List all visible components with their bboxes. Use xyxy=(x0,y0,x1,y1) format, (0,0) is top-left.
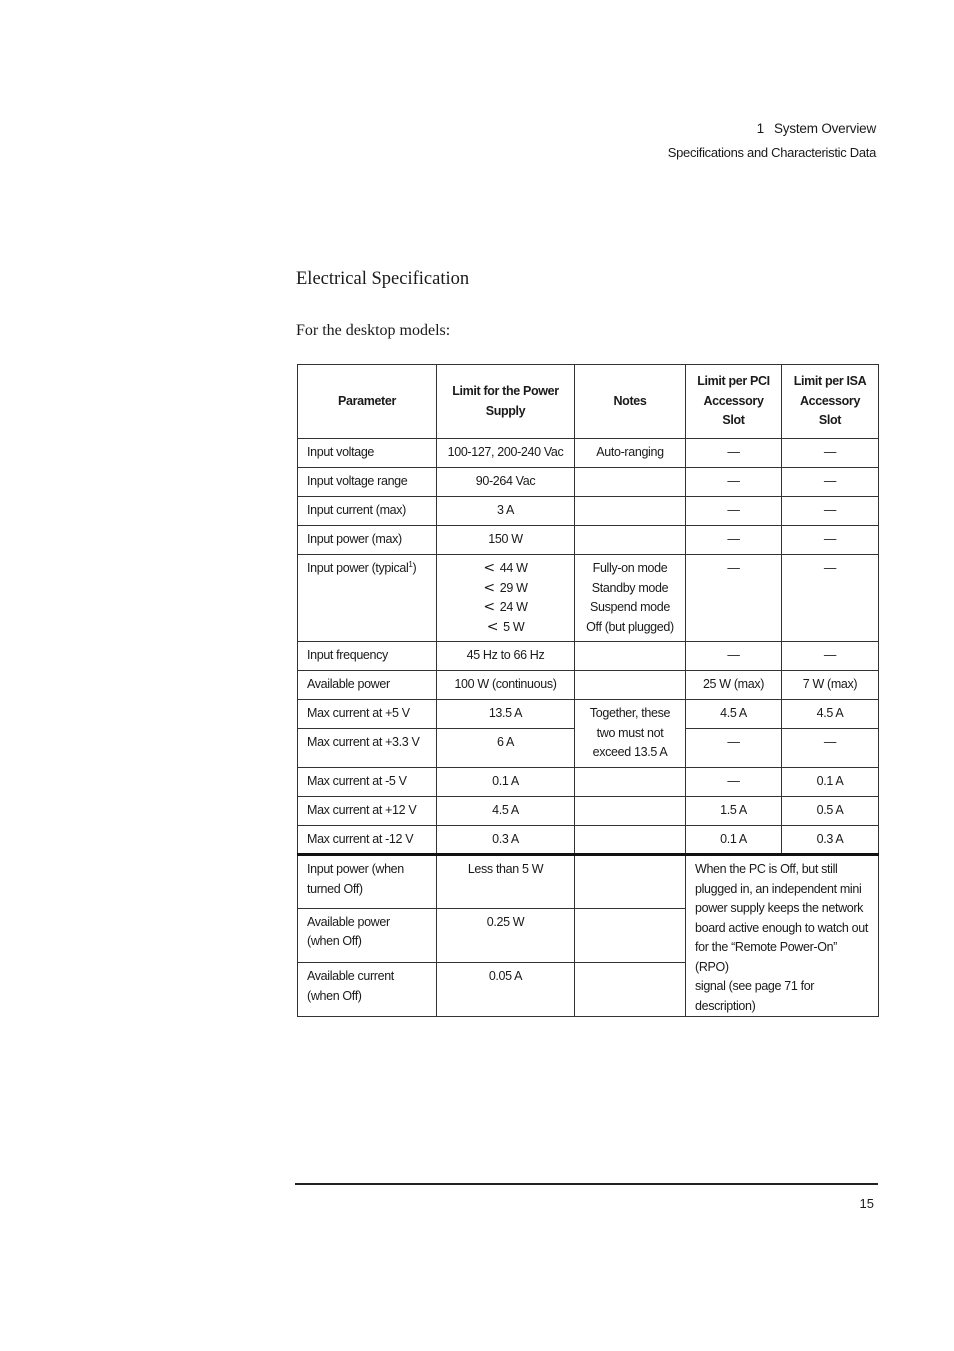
cell-pci: — xyxy=(686,468,782,497)
table-row xyxy=(298,797,879,826)
param-text: Input power (typical xyxy=(307,561,409,575)
cell-parameter: Max current at -5 V xyxy=(298,768,437,797)
cell-isa: — xyxy=(782,555,879,642)
cell-isa: 0.5 A xyxy=(782,797,879,826)
table-row xyxy=(298,768,879,797)
cell-pci: 25 W (max) xyxy=(686,671,782,700)
intro-text: For the desktop models: xyxy=(296,322,451,339)
header-power-supply-limit: Limit for the Power Supply xyxy=(437,365,575,439)
cell-isa: — xyxy=(782,526,879,555)
cell-pci: — xyxy=(686,642,782,671)
cell-isa: 7 W (max) xyxy=(782,671,879,700)
limit-line xyxy=(446,559,565,579)
cell-limit: 0.3 A xyxy=(437,826,575,855)
cell-pci: 1.5 A xyxy=(686,797,782,826)
note-line: signal (see page 71 for xyxy=(695,979,815,993)
note-line: plugged in, an independent mini xyxy=(695,881,862,896)
param-line: Available power xyxy=(307,914,390,929)
cell-limit: 100-127, 200-240 Vac xyxy=(437,439,575,468)
cell-notes xyxy=(575,908,686,963)
note-line: board active enough to watch out xyxy=(695,920,868,935)
cell-limit: 90-264 Vac xyxy=(437,468,575,497)
chapter-number: 1 xyxy=(756,121,764,136)
header-parameter: Parameter xyxy=(298,365,437,439)
cell-parameter xyxy=(298,963,437,1017)
cell-limit: 13.5 A xyxy=(437,700,575,729)
note-line: When the PC is Off, but still xyxy=(695,862,838,876)
cell-isa: 0.1 A xyxy=(782,768,879,797)
cell-limit: 0.05 A xyxy=(437,963,575,1017)
note-line: two must not xyxy=(596,725,664,740)
table-row xyxy=(298,700,879,729)
note-line: for the “Remote Power-On” (RPO) xyxy=(695,940,837,974)
footer-rule xyxy=(295,1183,878,1185)
cell-isa: — xyxy=(782,642,879,671)
cell-pci: — xyxy=(686,768,782,797)
cell-notes: Auto-ranging xyxy=(575,439,686,468)
cell-pci: — xyxy=(686,439,782,468)
cell-limit: 100 W (continuous) xyxy=(437,671,575,700)
cell-parameter xyxy=(298,855,437,909)
cell-pci: — xyxy=(686,526,782,555)
cell-pci: — xyxy=(686,729,782,768)
table-row xyxy=(298,642,879,671)
cell-pci: 4.5 A xyxy=(686,700,782,729)
cell-limit: 0.1 A xyxy=(437,768,575,797)
note-line: exceed 13.5 A xyxy=(592,745,668,759)
cell-limit: 4.5 A xyxy=(437,797,575,826)
table-row xyxy=(298,468,879,497)
table-row xyxy=(298,555,879,642)
cell-parameter xyxy=(298,908,437,963)
cell-parameter: Max current at +3.3 V xyxy=(298,729,437,768)
less-than-sign: < xyxy=(483,560,495,576)
header-notes: Notes xyxy=(575,365,686,439)
footnote-marker: 1 xyxy=(408,560,413,569)
cell-notes xyxy=(575,555,686,642)
cell-limit: 0.25 W xyxy=(437,908,575,963)
cell-notes xyxy=(575,768,686,797)
limit-value: 44 W xyxy=(499,561,528,575)
cell-notes xyxy=(575,671,686,700)
cell-parameter: Input voltage xyxy=(298,439,437,468)
table-header-row xyxy=(298,365,879,439)
table-row xyxy=(298,526,879,555)
cell-off-note xyxy=(686,855,879,1017)
less-than-sign: < xyxy=(486,618,499,635)
table-row xyxy=(298,497,879,526)
cell-pci: — xyxy=(686,555,782,642)
cell-limit: 6 A xyxy=(437,729,575,768)
electrical-spec-table xyxy=(297,364,879,1017)
cell-notes xyxy=(575,855,686,909)
cell-isa: 4.5 A xyxy=(782,700,879,729)
param-line: (when Off) xyxy=(307,988,362,1003)
note-line: Fully-on mode xyxy=(592,561,668,575)
cell-pci: 0.1 A xyxy=(686,826,782,855)
limit-value: 29 W xyxy=(499,580,528,595)
cell-parameter: Available power xyxy=(298,671,437,700)
cell-parameter: Max current at -12 V xyxy=(298,826,437,855)
less-than-sign: < xyxy=(483,599,495,615)
cell-limit: 45 Hz to 66 Hz xyxy=(437,642,575,671)
cell-pci: — xyxy=(686,497,782,526)
cell-parameter: Max current at +5 V xyxy=(298,700,437,729)
running-head xyxy=(668,119,876,162)
less-than-sign: < xyxy=(483,579,495,596)
cell-notes xyxy=(575,526,686,555)
cell-parameter: Input current (max) xyxy=(298,497,437,526)
limit-line xyxy=(446,598,565,618)
cell-limit: 3 A xyxy=(437,497,575,526)
page-heading: Electrical Specification xyxy=(296,269,470,289)
cell-isa: — xyxy=(782,497,879,526)
cell-notes xyxy=(575,797,686,826)
cell-parameter: Input voltage range xyxy=(298,468,437,497)
table-row xyxy=(298,826,879,855)
cell-isa: — xyxy=(782,439,879,468)
note-line: Suspend mode xyxy=(590,600,670,614)
cell-isa: — xyxy=(782,468,879,497)
limit-value: 24 W xyxy=(499,600,528,614)
note-line: Off (but plugged) xyxy=(586,619,674,634)
table-row xyxy=(298,439,879,468)
param-close: ) xyxy=(412,561,417,575)
cell-notes xyxy=(575,963,686,1017)
note-line: Standby mode xyxy=(591,580,669,595)
cell-limit: Less than 5 W xyxy=(437,855,575,909)
cell-notes xyxy=(575,826,686,855)
limit-line xyxy=(446,618,565,638)
param-line: turned Off) xyxy=(307,881,363,896)
note-line: power supply keeps the network xyxy=(695,901,864,915)
cell-notes xyxy=(575,497,686,526)
cell-limit xyxy=(437,555,575,642)
param-line: (when Off) xyxy=(307,934,362,949)
limit-line xyxy=(446,579,565,599)
limit-value: 5 W xyxy=(503,619,525,634)
chapter-title: System Overview xyxy=(773,121,876,136)
param-line: Input power (when xyxy=(307,862,404,876)
cell-shared-note xyxy=(575,700,686,768)
cell-parameter: Max current at +12 V xyxy=(298,797,437,826)
cell-isa: 0.3 A xyxy=(782,826,879,855)
cell-parameter xyxy=(298,555,437,642)
cell-parameter: Input frequency xyxy=(298,642,437,671)
note-line: Together, these xyxy=(589,706,671,720)
note-line: description) xyxy=(695,998,756,1013)
table-row xyxy=(298,671,879,700)
param-line: Available current xyxy=(307,969,394,984)
cell-notes xyxy=(575,642,686,671)
chapter-heading xyxy=(668,119,876,138)
header-isa-limit: Limit per ISA Accessory Slot xyxy=(782,365,879,439)
cell-limit: 150 W xyxy=(437,526,575,555)
page-number: 15 xyxy=(859,1196,874,1211)
header-pci-limit: Limit per PCI Accessory Slot xyxy=(686,365,782,439)
cell-notes xyxy=(575,468,686,497)
table-row xyxy=(298,855,879,909)
cell-isa: — xyxy=(782,729,879,768)
section-title: Specifications and Characteristic Data xyxy=(667,145,876,160)
cell-parameter: Input power (max) xyxy=(298,526,437,555)
